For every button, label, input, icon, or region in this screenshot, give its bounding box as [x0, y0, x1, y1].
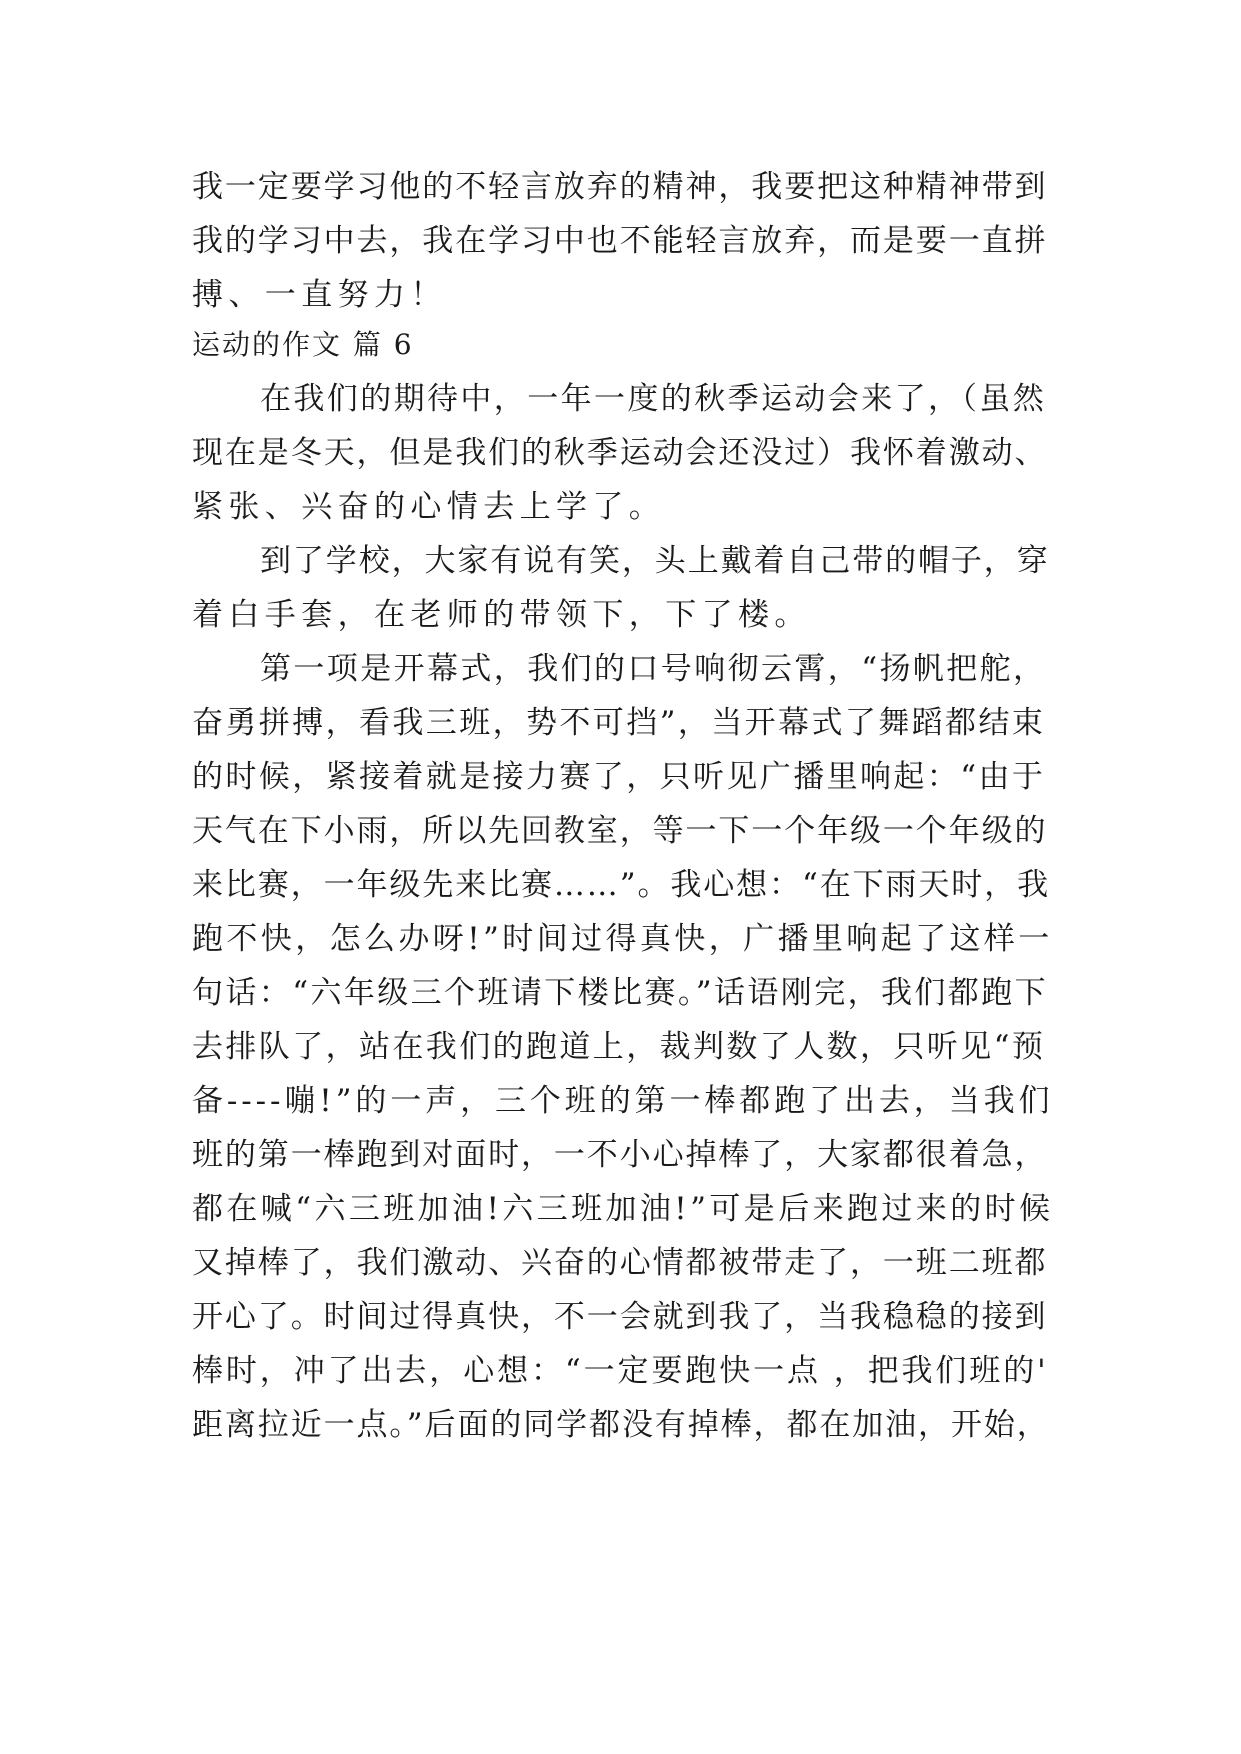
text-line: 都在喊“六三班加油!六三班加油!”可是后来跑过来的时候 — [192, 1191, 1054, 1227]
text-line: 备----嘣!”的一声，三个班的第一棒都跑了出去，当我们 — [192, 1083, 1054, 1119]
text-line: 的时候，紧接着就是接力赛了，只听见广播里响起：“由于 — [192, 759, 1046, 795]
text-line: 棒时，冲了出去，心想：“一定要跑快一点 ，把我们班的' — [192, 1353, 1049, 1389]
section-heading: 运动的作文 篇 6 — [192, 328, 414, 361]
text-line: 跑不快，怎么办呀!”时间过得真快，广播里响起了这样一 — [192, 921, 1053, 957]
text-line: 现在是冬天，但是我们的秋季运动会还没过）我怀着激动、 — [192, 435, 1048, 471]
paragraph-first-line: 第一项是开幕式，我们的口号响彻云霄，“扬帆把舵， — [260, 651, 1047, 687]
text-line: 句话：“六年级三个班请下楼比赛。”话语刚完，我们都跑下 — [192, 975, 1048, 1011]
text-line: 开心了。时间过得真快，不一会就到我了，当我稳稳的接到 — [192, 1299, 1048, 1335]
text-line: 奋勇拼搏，看我三班，势不可挡”，当开幕式了舞蹈都结束 — [192, 705, 1046, 741]
text-line: 去排队了，站在我们的跑道上，裁判数了人数，只听见“预 — [192, 1029, 1046, 1065]
text-line: 搏、一直努力！ — [192, 277, 447, 313]
text-line: 天气在下小雨，所以先回教室，等一下一个年级一个年级的 — [192, 813, 1048, 849]
text-line: 又掉棒了，我们激动、兴奋的心情都被带走了，一班二班都 — [192, 1245, 1048, 1281]
text-line: 来比赛，一年级先来比赛……”。我心想：“在下雨天时，我 — [192, 867, 1050, 903]
paragraph-first-line: 在我们的期待中，一年一度的秋季运动会来了，（虽然 — [260, 381, 1047, 417]
text-line: 我一定要学习他的不轻言放弃的精神，我要把这种精神带到 — [192, 169, 1048, 205]
text-line: 着白手套，在老师的带领下，下了楼。 — [192, 597, 811, 633]
paragraph-first-line: 到了学校，大家有说有笑，头上戴着自己带的帽子，穿 — [260, 543, 1050, 579]
text-line: 距离拉近一点。”后面的同学都没有掉棒，都在加油，开始， — [192, 1407, 1050, 1443]
text-line: 紧张、兴奋的心情去上学了。 — [192, 489, 666, 525]
text-line: 我的学习中去，我在学习中也不能轻言放弃，而是要一直拼 — [192, 223, 1048, 259]
text-line: 班的第一棒跑到对面时，一不小心掉棒了，大家都很着急， — [192, 1137, 1048, 1173]
